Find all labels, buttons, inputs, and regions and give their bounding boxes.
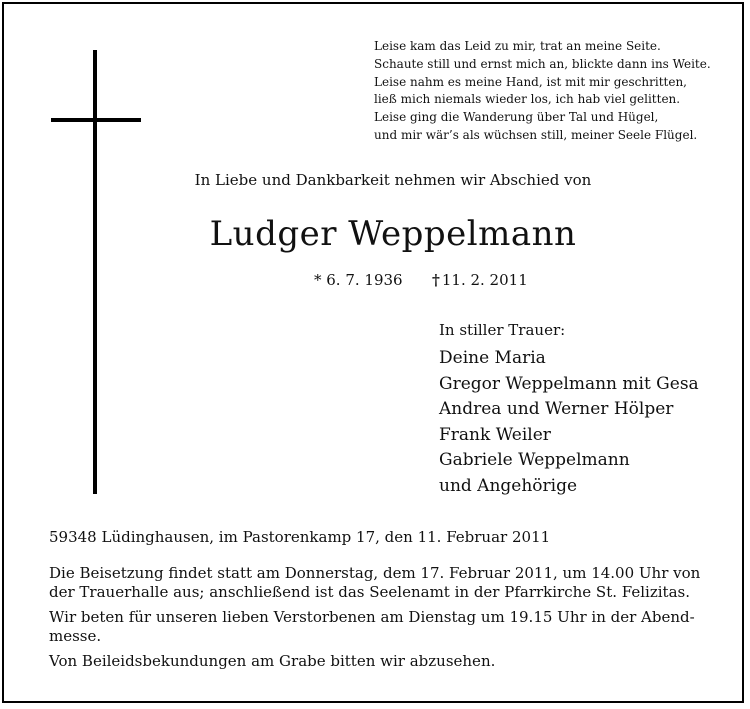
poem [374, 38, 734, 145]
poem-line: und mir wär’s als wüchsen still, meiner Seele Flügel. [374, 127, 698, 142]
mourner-name: Deine Maria [439, 348, 546, 368]
deceased-name: Ludger Weppelmann [209, 214, 577, 254]
poem-line: Leise kam das Leid zu mir, trat an meine Seite. [374, 39, 661, 53]
address-line: 59348 Lüdinghausen, im Pastorenkamp 17, den 11. Februar 2011 [49, 528, 551, 546]
cross-icon [93, 50, 97, 494]
mourners-list [439, 346, 699, 499]
poem-line: Leise ging die Wanderung über Tal und Hügel, [374, 110, 659, 125]
mourner-name: Gregor Weppelmann mit Gesa [439, 373, 699, 394]
birth-date: * 6. 7. 1936 [314, 271, 403, 289]
cross-icon-bar [51, 118, 141, 122]
condolence-notice: Von Beileidsbekundungen am Grabe bitten wir abzusehen. [49, 652, 496, 670]
mourner-name: Andrea und Werner Hölper [439, 399, 674, 419]
funeral-notice: Die Beisetzung findet statt am Donnerstag, dem 17. Februar 2011, um 14.00 Uhr von der Trauerhalle aus; anschließend ist das Seelenamt in der Pfarrkirche St. Felizitas. [49, 564, 701, 601]
death-date: 11. 2. 2011 [441, 271, 528, 289]
poem-line: Leise nahm es meine Hand, ist mit mir geschritten, [374, 74, 687, 89]
mourner-name: Frank Weiler [439, 424, 551, 445]
dagger-icon: † [432, 271, 440, 289]
poem-line: Schaute still und ernst mich an, blickte dann ins Weite. [374, 56, 711, 71]
farewell-intro: In Liebe und Dankbarkeit nehmen wir Abschied von [194, 171, 592, 189]
mourner-name: und Angehörige [439, 475, 578, 496]
death-date-line [432, 271, 528, 289]
prayer-notice: Wir beten für unseren lieben Verstorbenen am Dienstag um 19.15 Uhr in der Abend-messe. [49, 608, 695, 645]
poem-line: ließ mich niemals wieder los, ich hab viel gelitten. [374, 92, 681, 107]
mourner-name: Gabriele Weppelmann [439, 450, 630, 470]
mourners-intro: In stiller Trauer: [439, 321, 566, 339]
notices [49, 564, 719, 677]
